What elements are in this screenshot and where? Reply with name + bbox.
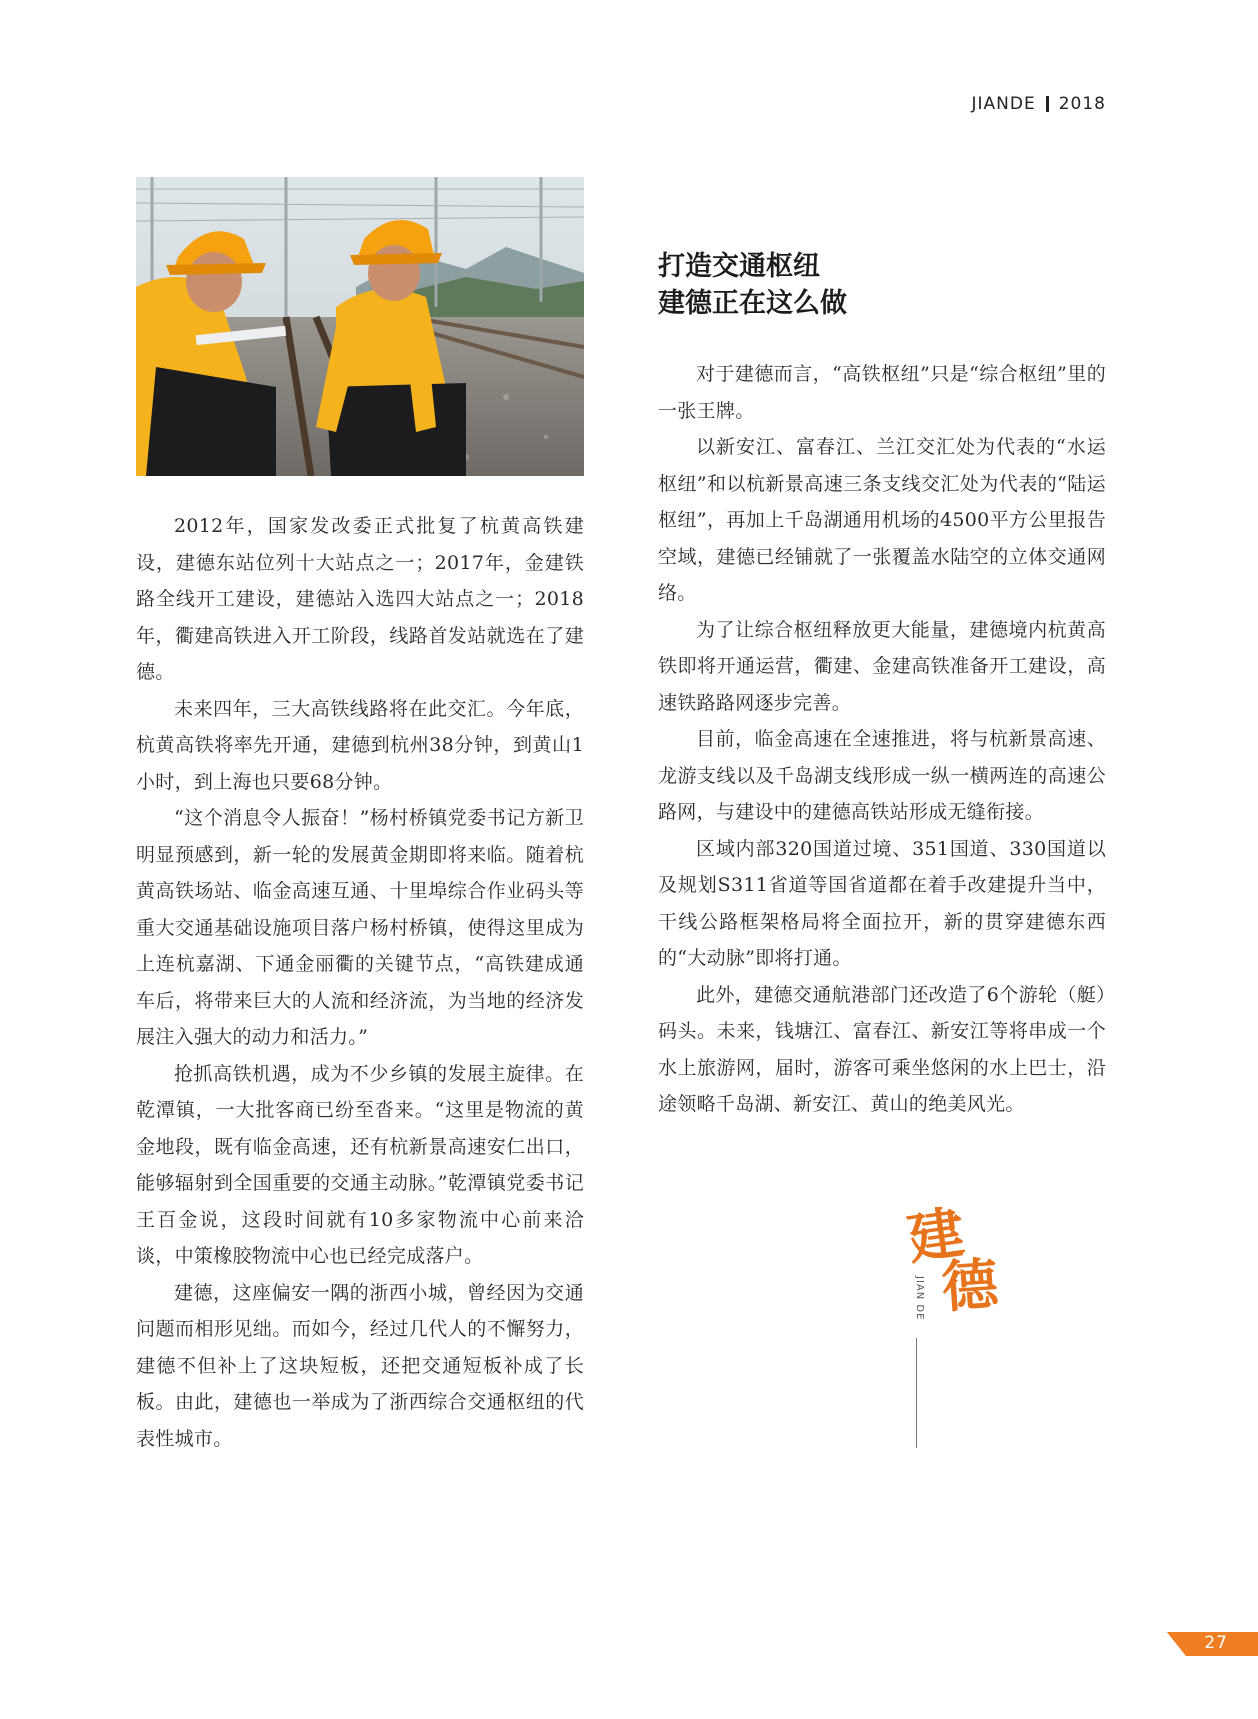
right-paragraph-4: 目前，临金高速在全速推进，将与杭新景高速、龙游支线以及千岛湖支线形成一纵一横两连的高速公路网，与建设中的建德高铁站形成无缝衔接。	[658, 728, 1106, 823]
left-paragraph-3: “这个消息令人振奋！”杨村桥镇党委书记方新卫明显预感到，新一轮的发展黄金期即将来临。随着杭黄高铁场站、临金高速互通、十里埠综合作业码头等重大交通基础设施项目落户杨村桥镇，使得这里成为上连杭嘉湖、下通金丽衢的关键节点，“高铁建成通车后，将带来巨大的人流和经济流，为当地的经济发展注入强大的动力和活力。”	[136, 807, 584, 1048]
section-title-line-1: 打造交通枢纽	[658, 251, 820, 282]
header-year: 2018	[1058, 94, 1106, 114]
railway-workers-photo	[136, 177, 584, 476]
right-paragraph-5: 区域内部320国道过境、351国道、330国道以及规划S311省道等国省道都在着手改建提升当中，干线公路框架格局将全面拉开，新的贯穿建德东西的“大动脉”即将打通。	[658, 837, 1106, 969]
left-paragraph-4: 抢抓高铁机遇，成为不少乡镇的发展主旋律。在乾潭镇，一大批客商已纷至沓来。“这里是物流的黄金地段，既有临金高速，还有杭新景高速安仁出口，能够辐射到全国重要的交通主动脉。”乾潭镇党委书记王百金说，这段时间就有10多家物流中心前来洽谈，中策橡胶物流中心也已经完成落户。	[136, 1062, 584, 1267]
left-paragraph-1: 2012年，国家发改委正式批复了杭黄高铁建设，建德东站位列十大站点之一；2017年，金建铁路全线开工建设，建德站入选四大站点之一；2018年，衢建高铁进入开工阶段，线路首发站就选在了建德。	[136, 515, 584, 683]
running-header	[972, 94, 1106, 114]
right-paragraph-6: 此外，建德交通航港部门还改造了6个游轮（艇）码头。未来，钱塘江、富春江、新安江等将串成一个水上旅游网，届时，游客可乘坐悠闲的水上巴士，沿途领略千岛湖、新安江、黄山的绝美风光。	[658, 983, 1106, 1115]
right-column	[658, 356, 1106, 1123]
logo-vertical-rule	[916, 1338, 917, 1448]
right-paragraph-3: 为了让综合枢纽释放更大能量，建德境内杭黄高铁即将开通运营，衢建、金建高铁准备开工建设，高速铁路路网逐步完善。	[658, 618, 1106, 714]
header-brand: JIANDE	[971, 94, 1036, 114]
right-paragraph-1: 对于建德而言，“高铁枢纽”只是“综合枢纽”里的一张王牌。	[658, 363, 1106, 422]
logo-char-jian: 建	[903, 1199, 969, 1273]
logo-pinyin: JIAN DE	[914, 1276, 925, 1321]
header-separator	[1046, 96, 1049, 112]
left-column	[136, 508, 584, 1457]
section-title-line-2: 建德正在这么做	[658, 288, 847, 319]
right-paragraph-2: 以新安江、富春江、兰江交汇处为代表的“水运枢纽”和以杭新景高速三条支线交汇处为代表的“陆运枢纽”，再加上千岛湖通用机场的4500平方公里报告空域，建德已经铺就了一张覆盖水陆空的立体交通网络。	[658, 436, 1106, 604]
left-paragraph-2: 未来四年，三大高铁线路将在此交汇。今年底，杭黄高铁将率先开通，建德到杭州38分钟，到黄山1小时，到上海也只要68分钟。	[136, 697, 584, 793]
logo-char-de: 德	[939, 1251, 1001, 1321]
jiande-logo-mark	[903, 1199, 1006, 1448]
left-paragraph-5: 建德，这座偏安一隅的浙西小城，曾经因为交通问题而相形见绌。而如今，经过几代人的不懈努力，建德不但补上了这块短板，还把交通短板补成了长板。由此，建德也一举成为了浙西综合交通枢纽的代表性城市。	[136, 1281, 584, 1450]
page-number: 27	[1204, 1633, 1228, 1653]
section-title	[658, 248, 847, 322]
